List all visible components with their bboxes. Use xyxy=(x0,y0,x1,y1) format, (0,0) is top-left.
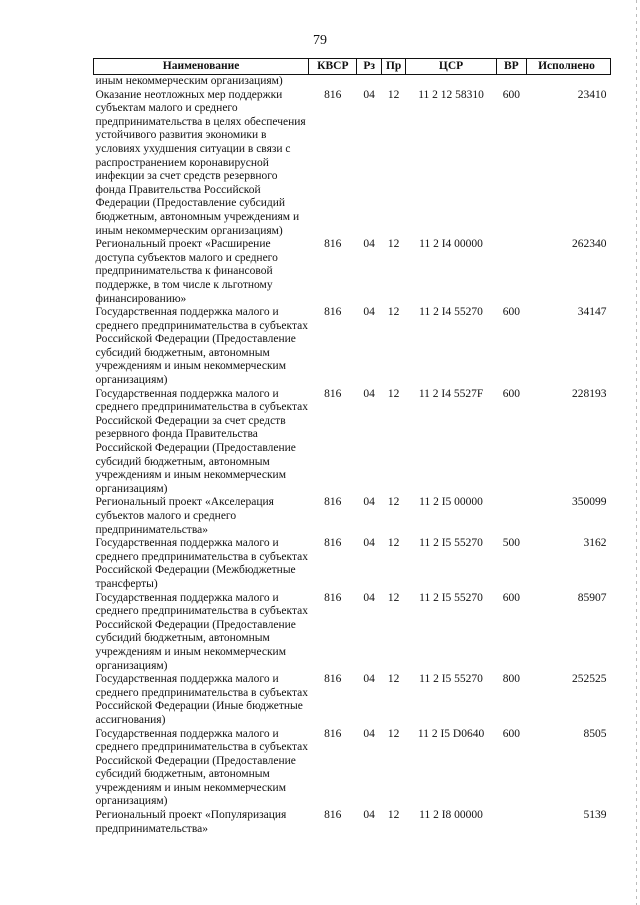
cell-csr: 11 2 I4 5527F xyxy=(418,387,484,400)
cell-csr: 11 2 I5 00000 xyxy=(419,496,483,509)
cell-name: Государственная поддержка малого и среднего предпринимательства в субъектах Российской Федерации (Предоставление субсидий бюджетным, автономным учреждениям и иным некоммерческим организациям) xyxy=(95,727,308,808)
page-number: 79 xyxy=(313,33,327,48)
cell-rz: 04 xyxy=(363,537,375,550)
cell-rz: 04 xyxy=(363,673,375,686)
cell-csr: 11 2 I5 D0640 xyxy=(417,727,485,740)
cell-name: Оказание неотложных мер поддержки субъектам малого и среднего предпринимательства в целях обеспечения устойчивого развития экономики в условиях ухудшения ситуации в связи с распространением коронавирусной инфекции за счет средств резервного фонда Правительства Российской Федерации (Предоставление субсидий бюджетным, автономным учреждениям и иным некоммерческим организациям) xyxy=(95,88,306,237)
cell-name: Государственная поддержка малого и среднего предпринимательства в субъектах Российской Федерации (Иные бюджетные ассигнования) xyxy=(95,673,308,726)
cell-pr: 12 xyxy=(387,387,400,400)
cell-executed: 34147 xyxy=(577,306,607,319)
cell-name: Региональный проект «Акселерация субъектов малого и среднего предпринимательства» xyxy=(95,496,274,536)
cell-name: Государственная поддержка малого и среднего предпринимательства в субъектах Российской Федерации (Межбюджетные трансферты) xyxy=(95,537,308,590)
cell-rz: 04 xyxy=(363,88,375,101)
cell-rz: 04 xyxy=(363,727,375,740)
cell-kvsr: 816 xyxy=(324,88,342,101)
cell-kvsr: 816 xyxy=(324,591,342,604)
cell-kvsr: 816 xyxy=(324,496,342,509)
cell-rz: 04 xyxy=(363,238,375,251)
header-pr: Пр xyxy=(381,59,406,75)
header-kvsr: КВСР xyxy=(309,59,357,75)
cell-pr: 12 xyxy=(387,809,400,822)
cell-rz: 04 xyxy=(363,306,375,319)
cell-csr xyxy=(406,75,496,89)
table-row xyxy=(94,75,611,89)
cell-vr xyxy=(496,238,526,306)
cell-name: иным некоммерческим организациям) xyxy=(95,75,283,87)
cell-pr: 12 xyxy=(387,306,400,319)
budget-table xyxy=(93,58,611,836)
table-row xyxy=(94,89,611,239)
cell-rz: 04 xyxy=(363,809,375,822)
cell-vr: 600 xyxy=(502,88,520,101)
table-row xyxy=(94,496,611,537)
cell-csr: 11 2 12 58310 xyxy=(418,88,484,101)
cell-executed: 262340 xyxy=(572,238,607,251)
cell-vr: 600 xyxy=(502,591,520,604)
table-row xyxy=(94,306,611,388)
cell-rz: 04 xyxy=(363,591,375,604)
cell-name: Государственная поддержка малого и среднего предпринимательства в субъектах Российской Федерации за счет средств резервного фонда Правительства Российской Федерации (Предоставление субсидий бюджетным, автономным учреждениям и иным некоммерческим организациям) xyxy=(95,387,308,495)
cell-vr xyxy=(496,809,526,836)
cell-csr: 11 2 I5 55270 xyxy=(419,591,483,604)
cell-executed: 8505 xyxy=(583,727,607,740)
cell-executed: 252525 xyxy=(572,673,607,686)
table-row xyxy=(94,537,611,591)
table-row xyxy=(94,809,611,836)
cell-executed: 23410 xyxy=(577,88,607,101)
cell-csr: 11 2 I5 55270 xyxy=(419,537,483,550)
cell-vr: 500 xyxy=(502,537,520,550)
cell-kvsr xyxy=(309,75,357,89)
cell-pr xyxy=(381,75,406,89)
cell-kvsr: 816 xyxy=(324,306,342,319)
cell-executed xyxy=(527,75,611,89)
cell-csr: 11 2 I4 00000 xyxy=(419,238,483,251)
cell-pr: 12 xyxy=(387,88,400,101)
cell-rz: 04 xyxy=(363,496,375,509)
cell-vr: 600 xyxy=(502,727,520,740)
cell-executed: 350099 xyxy=(572,496,607,509)
table-header-row xyxy=(94,59,611,75)
cell-kvsr: 816 xyxy=(324,809,342,822)
cell-executed: 85907 xyxy=(577,591,607,604)
header-csr: ЦСР xyxy=(406,59,496,75)
cell-pr: 12 xyxy=(387,537,400,550)
cell-pr: 12 xyxy=(387,673,400,686)
cell-kvsr: 816 xyxy=(324,673,342,686)
cell-rz: 04 xyxy=(363,387,375,400)
cell-vr xyxy=(496,75,526,89)
cell-pr: 12 xyxy=(387,496,400,509)
header-vr: ВР xyxy=(496,59,526,75)
table-row xyxy=(94,592,611,674)
cell-pr: 12 xyxy=(387,727,400,740)
header-name: Наименование xyxy=(94,59,309,75)
cell-csr: 11 2 I4 55270 xyxy=(419,306,483,319)
cell-vr xyxy=(496,496,526,537)
cell-name: Региональный проект «Расширение доступа субъектов малого и среднего предпринимательства к финансовой поддержке, в том числе к льготному финансированию» xyxy=(95,238,278,305)
cell-pr: 12 xyxy=(387,591,400,604)
scan-edge-decoration xyxy=(636,0,637,905)
table-body xyxy=(94,75,611,837)
header-rz: Рз xyxy=(357,59,381,75)
cell-kvsr: 816 xyxy=(324,537,342,550)
cell-vr: 600 xyxy=(502,387,520,400)
cell-executed: 3162 xyxy=(583,537,607,550)
cell-pr: 12 xyxy=(387,238,400,251)
header-executed: Исполнено xyxy=(527,59,611,75)
cell-kvsr: 816 xyxy=(324,387,342,400)
table-row xyxy=(94,673,611,727)
table-row xyxy=(94,238,611,306)
cell-executed: 228193 xyxy=(572,387,607,400)
cell-name: Региональный проект «Популяризация предпринимательства» xyxy=(95,809,287,835)
cell-vr: 800 xyxy=(502,673,520,686)
cell-csr: 11 2 I5 55270 xyxy=(419,673,483,686)
cell-executed: 5139 xyxy=(583,809,607,822)
cell-csr: 11 2 I8 00000 xyxy=(419,809,483,822)
cell-vr: 600 xyxy=(502,306,520,319)
cell-name: Государственная поддержка малого и среднего предпринимательства в субъектах Российской Федерации (Предоставление субсидий бюджетным, автономным учреждениям и иным некоммерческим организациям) xyxy=(95,306,308,387)
table-row xyxy=(94,388,611,497)
cell-name: Государственная поддержка малого и среднего предпринимательства в субъектах Российской Федерации (Предоставление субсидий бюджетным, автономным учреждениям и иным некоммерческим организациям) xyxy=(95,591,308,672)
table-row xyxy=(94,728,611,810)
cell-kvsr: 816 xyxy=(324,238,342,251)
cell-kvsr: 816 xyxy=(324,727,342,740)
cell-rz xyxy=(357,75,381,89)
